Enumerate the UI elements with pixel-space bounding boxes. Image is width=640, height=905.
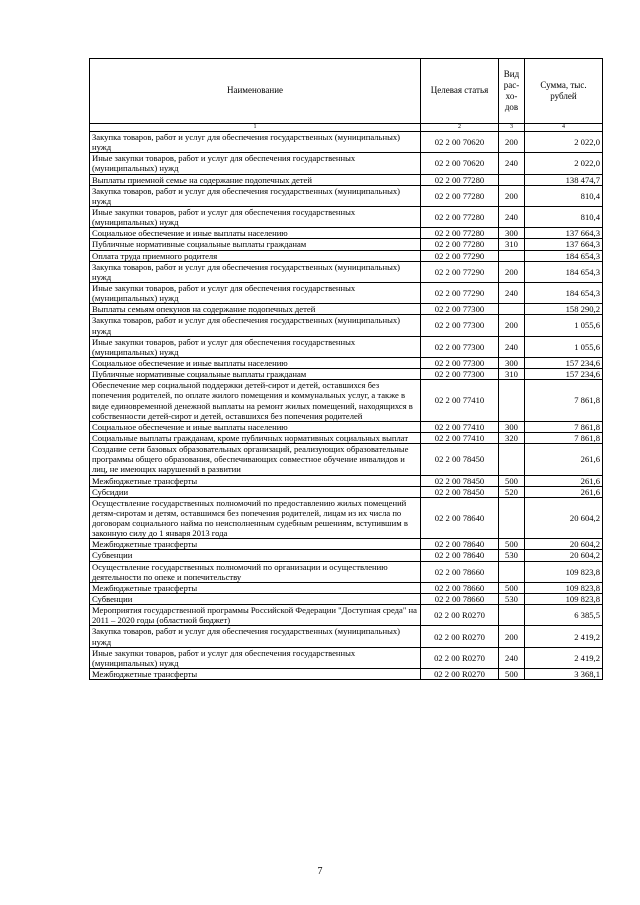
row-expense-type: 240 xyxy=(499,206,525,227)
row-target-article: 02 2 00 R0270 xyxy=(421,626,499,647)
table-row xyxy=(90,475,603,486)
row-target-article: 02 2 00 77410 xyxy=(421,380,499,422)
row-expense-type xyxy=(499,304,525,315)
row-sum: 158 290,2 xyxy=(525,304,603,315)
row-expense-type xyxy=(499,250,525,261)
row-expense-type: 300 xyxy=(499,421,525,432)
row-name: Субвенции xyxy=(90,594,421,605)
row-target-article: 02 2 00 77290 xyxy=(421,282,499,303)
row-expense-type: 200 xyxy=(499,132,525,153)
row-expense-type: 300 xyxy=(499,357,525,368)
table-row xyxy=(90,561,603,582)
row-name: Осуществление государственных полномочий по предоставлению жилых помещений детям-сиротам и детям, оставшимся без попечения родителей, лицам из их числа по договорам социального найма по неисполненным судебным решениям, вступившим в законную силу до 1 января 2013 года xyxy=(90,497,421,539)
row-sum: 7 861,8 xyxy=(525,421,603,432)
row-sum: 2 419,2 xyxy=(525,626,603,647)
row-sum: 3 368,1 xyxy=(525,669,603,680)
row-target-article: 02 2 00 77280 xyxy=(421,185,499,206)
table-row xyxy=(90,582,603,593)
table-row xyxy=(90,153,603,174)
row-expense-type: 530 xyxy=(499,550,525,561)
row-expense-type: 500 xyxy=(499,669,525,680)
row-name: Социальное обеспечение и иные выплаты населению xyxy=(90,357,421,368)
row-name: Иные закупки товаров, работ и услуг для обеспечения государственных (муниципальных) нужд xyxy=(90,153,421,174)
row-name: Выплаты семьям опекунов на содержание подопечных детей xyxy=(90,304,421,315)
row-expense-type: 320 xyxy=(499,432,525,443)
table-row xyxy=(90,261,603,282)
row-sum: 7 861,8 xyxy=(525,380,603,422)
row-expense-type: 500 xyxy=(499,582,525,593)
row-expense-type: 500 xyxy=(499,475,525,486)
row-sum: 261,6 xyxy=(525,475,603,486)
row-expense-type: 200 xyxy=(499,261,525,282)
table-row xyxy=(90,228,603,239)
table-row xyxy=(90,550,603,561)
row-name: Закупка товаров, работ и услуг для обеспечения государственных (муниципальных) нужд xyxy=(90,315,421,336)
table-row xyxy=(90,132,603,153)
row-name: Иные закупки товаров, работ и услуг для обеспечения государственных (муниципальных) нужд xyxy=(90,282,421,303)
column-number: 1 xyxy=(90,124,421,132)
row-target-article: 02 2 00 77280 xyxy=(421,206,499,227)
row-name: Оплата труда приемного родителя xyxy=(90,250,421,261)
row-sum: 184 654,3 xyxy=(525,250,603,261)
column-number: 2 xyxy=(421,124,499,132)
column-number: 3 xyxy=(499,124,525,132)
row-sum: 20 604,2 xyxy=(525,497,603,539)
row-name: Межбюджетные трансферты xyxy=(90,539,421,550)
row-name: Осуществление государственных полномочий по организации и осуществлению деятельности по опеке и попечительству xyxy=(90,561,421,582)
row-target-article: 02 2 00 77280 xyxy=(421,239,499,250)
row-sum: 157 234,6 xyxy=(525,357,603,368)
row-expense-type: 240 xyxy=(499,336,525,357)
row-target-article: 02 2 00 77300 xyxy=(421,369,499,380)
row-expense-type xyxy=(499,605,525,626)
header-sum: Сумма, тыс. рублей xyxy=(525,59,603,124)
row-target-article: 02 2 00 77290 xyxy=(421,261,499,282)
table-row xyxy=(90,185,603,206)
table-row xyxy=(90,239,603,250)
header-target-article: Целевая статья xyxy=(421,59,499,124)
row-target-article: 02 2 00 77410 xyxy=(421,421,499,432)
row-target-article: 02 2 00 70620 xyxy=(421,132,499,153)
row-target-article: 02 2 00 78660 xyxy=(421,582,499,593)
row-sum: 184 654,3 xyxy=(525,261,603,282)
row-name: Публичные нормативные социальные выплаты гражданам xyxy=(90,239,421,250)
row-expense-type xyxy=(499,174,525,185)
row-name: Закупка товаров, работ и услуг для обеспечения государственных (муниципальных) нужд xyxy=(90,261,421,282)
row-sum: 6 385,5 xyxy=(525,605,603,626)
page-number: 7 xyxy=(317,866,323,877)
table-row xyxy=(90,626,603,647)
row-sum: 137 664,3 xyxy=(525,228,603,239)
row-sum: 2 022,0 xyxy=(525,132,603,153)
row-sum: 109 823,8 xyxy=(525,561,603,582)
row-expense-type: 310 xyxy=(499,369,525,380)
row-expense-type xyxy=(499,380,525,422)
row-sum: 1 055,6 xyxy=(525,336,603,357)
table-row xyxy=(90,444,603,475)
row-target-article: 02 2 00 78450 xyxy=(421,486,499,497)
row-expense-type: 240 xyxy=(499,282,525,303)
row-name: Создание сети базовых образовательных организаций, реализующих образовательные программы общего образования, обеспечивающих совместное обучение инвалидов и лиц, не имеющих нарушений в развитии xyxy=(90,444,421,475)
row-name: Субвенции xyxy=(90,550,421,561)
row-target-article: 02 2 00 78660 xyxy=(421,561,499,582)
row-expense-type: 200 xyxy=(499,315,525,336)
row-expense-type: 240 xyxy=(499,153,525,174)
column-number-row xyxy=(90,124,603,132)
row-target-article: 02 2 00 77300 xyxy=(421,336,499,357)
row-target-article: 02 2 00 78640 xyxy=(421,550,499,561)
row-sum: 20 604,2 xyxy=(525,539,603,550)
row-sum: 7 861,8 xyxy=(525,432,603,443)
row-name: Межбюджетные трансферты xyxy=(90,475,421,486)
row-target-article: 02 2 00 78640 xyxy=(421,539,499,550)
row-name: Закупка товаров, работ и услуг для обеспечения государственных (муниципальных) нужд xyxy=(90,185,421,206)
row-expense-type: 240 xyxy=(499,647,525,668)
row-name: Публичные нормативные социальные выплаты гражданам xyxy=(90,369,421,380)
row-target-article: 02 2 00 78450 xyxy=(421,444,499,475)
row-name: Выплаты приемной семье на содержание подопечных детей xyxy=(90,174,421,185)
table-row xyxy=(90,206,603,227)
table-row xyxy=(90,605,603,626)
row-name: Социальное обеспечение и иные выплаты населению xyxy=(90,228,421,239)
row-sum: 2 419,2 xyxy=(525,647,603,668)
table-row xyxy=(90,174,603,185)
row-expense-type xyxy=(499,561,525,582)
row-target-article: 02 2 00 77280 xyxy=(421,174,499,185)
row-target-article: 02 2 00 77280 xyxy=(421,228,499,239)
table-row xyxy=(90,250,603,261)
row-target-article: 02 2 00 77300 xyxy=(421,357,499,368)
table-row xyxy=(90,357,603,368)
table-row xyxy=(90,282,603,303)
row-sum: 20 604,2 xyxy=(525,550,603,561)
row-expense-type: 200 xyxy=(499,185,525,206)
table-row xyxy=(90,486,603,497)
header-name: Наименование xyxy=(90,59,421,124)
row-name: Иные закупки товаров, работ и услуг для обеспечения государственных (муниципальных) нужд xyxy=(90,206,421,227)
row-sum: 810,4 xyxy=(525,185,603,206)
row-target-article: 02 2 00 R0270 xyxy=(421,647,499,668)
row-target-article: 02 2 00 77300 xyxy=(421,315,499,336)
row-name: Закупка товаров, работ и услуг для обеспечения государственных (муниципальных) нужд xyxy=(90,132,421,153)
row-expense-type: 520 xyxy=(499,486,525,497)
row-expense-type: 530 xyxy=(499,594,525,605)
row-expense-type: 500 xyxy=(499,539,525,550)
row-sum: 810,4 xyxy=(525,206,603,227)
row-sum: 184 654,3 xyxy=(525,282,603,303)
row-sum: 109 823,8 xyxy=(525,594,603,605)
table-row xyxy=(90,669,603,680)
row-name: Социальные выплаты гражданам, кроме публичных нормативных социальных выплат xyxy=(90,432,421,443)
row-sum: 1 055,6 xyxy=(525,315,603,336)
row-name: Межбюджетные трансферты xyxy=(90,669,421,680)
row-target-article: 02 2 00 77300 xyxy=(421,304,499,315)
row-sum: 138 474,7 xyxy=(525,174,603,185)
table-row xyxy=(90,497,603,539)
row-name: Субсидии xyxy=(90,486,421,497)
table-row xyxy=(90,369,603,380)
table-row xyxy=(90,594,603,605)
row-sum: 137 664,3 xyxy=(525,239,603,250)
budget-table xyxy=(89,58,603,680)
row-sum: 2 022,0 xyxy=(525,153,603,174)
table-row xyxy=(90,304,603,315)
row-target-article: 02 2 00 R0270 xyxy=(421,669,499,680)
row-target-article: 02 2 00 78450 xyxy=(421,475,499,486)
row-name: Межбюджетные трансферты xyxy=(90,582,421,593)
header-row xyxy=(90,59,603,124)
table-row xyxy=(90,315,603,336)
row-target-article: 02 2 00 78640 xyxy=(421,497,499,539)
row-sum: 261,6 xyxy=(525,444,603,475)
row-expense-type: 300 xyxy=(499,228,525,239)
row-target-article: 02 2 00 77290 xyxy=(421,250,499,261)
row-name: Мероприятия государственной программы Российской Федерации "Доступная среда" на 2011 – 2020 годы (областной бюджет) xyxy=(90,605,421,626)
row-sum: 261,6 xyxy=(525,486,603,497)
row-target-article: 02 2 00 77410 xyxy=(421,432,499,443)
table-row xyxy=(90,432,603,443)
row-sum: 109 823,8 xyxy=(525,582,603,593)
row-expense-type xyxy=(499,444,525,475)
row-name: Обеспечение мер социальной поддержки детей-сирот и детей, оставшихся без попечения родителей, по оплате жилого помещения и коммунальных услуг, а также в виде единовременной денежной выплаты на ремонт жилых помещений, находящихся в собственности детей-сирот и детей, оставшихся без попечения родителей xyxy=(90,380,421,422)
header-expense-type: Вид рас-хо-дов xyxy=(499,59,525,124)
table-row xyxy=(90,539,603,550)
table-row xyxy=(90,421,603,432)
row-expense-type: 310 xyxy=(499,239,525,250)
row-name: Закупка товаров, работ и услуг для обеспечения государственных (муниципальных) нужд xyxy=(90,626,421,647)
row-expense-type: 200 xyxy=(499,626,525,647)
table-row xyxy=(90,647,603,668)
row-name: Иные закупки товаров, работ и услуг для обеспечения государственных (муниципальных) нужд xyxy=(90,336,421,357)
row-target-article: 02 2 00 R0270 xyxy=(421,605,499,626)
table-row xyxy=(90,336,603,357)
row-expense-type xyxy=(499,497,525,539)
row-sum: 157 234,6 xyxy=(525,369,603,380)
column-number: 4 xyxy=(525,124,603,132)
row-name: Иные закупки товаров, работ и услуг для обеспечения государственных (муниципальных) нужд xyxy=(90,647,421,668)
row-name: Социальное обеспечение и иные выплаты населению xyxy=(90,421,421,432)
row-target-article: 02 2 00 70620 xyxy=(421,153,499,174)
table-row xyxy=(90,380,603,422)
row-target-article: 02 2 00 78660 xyxy=(421,594,499,605)
